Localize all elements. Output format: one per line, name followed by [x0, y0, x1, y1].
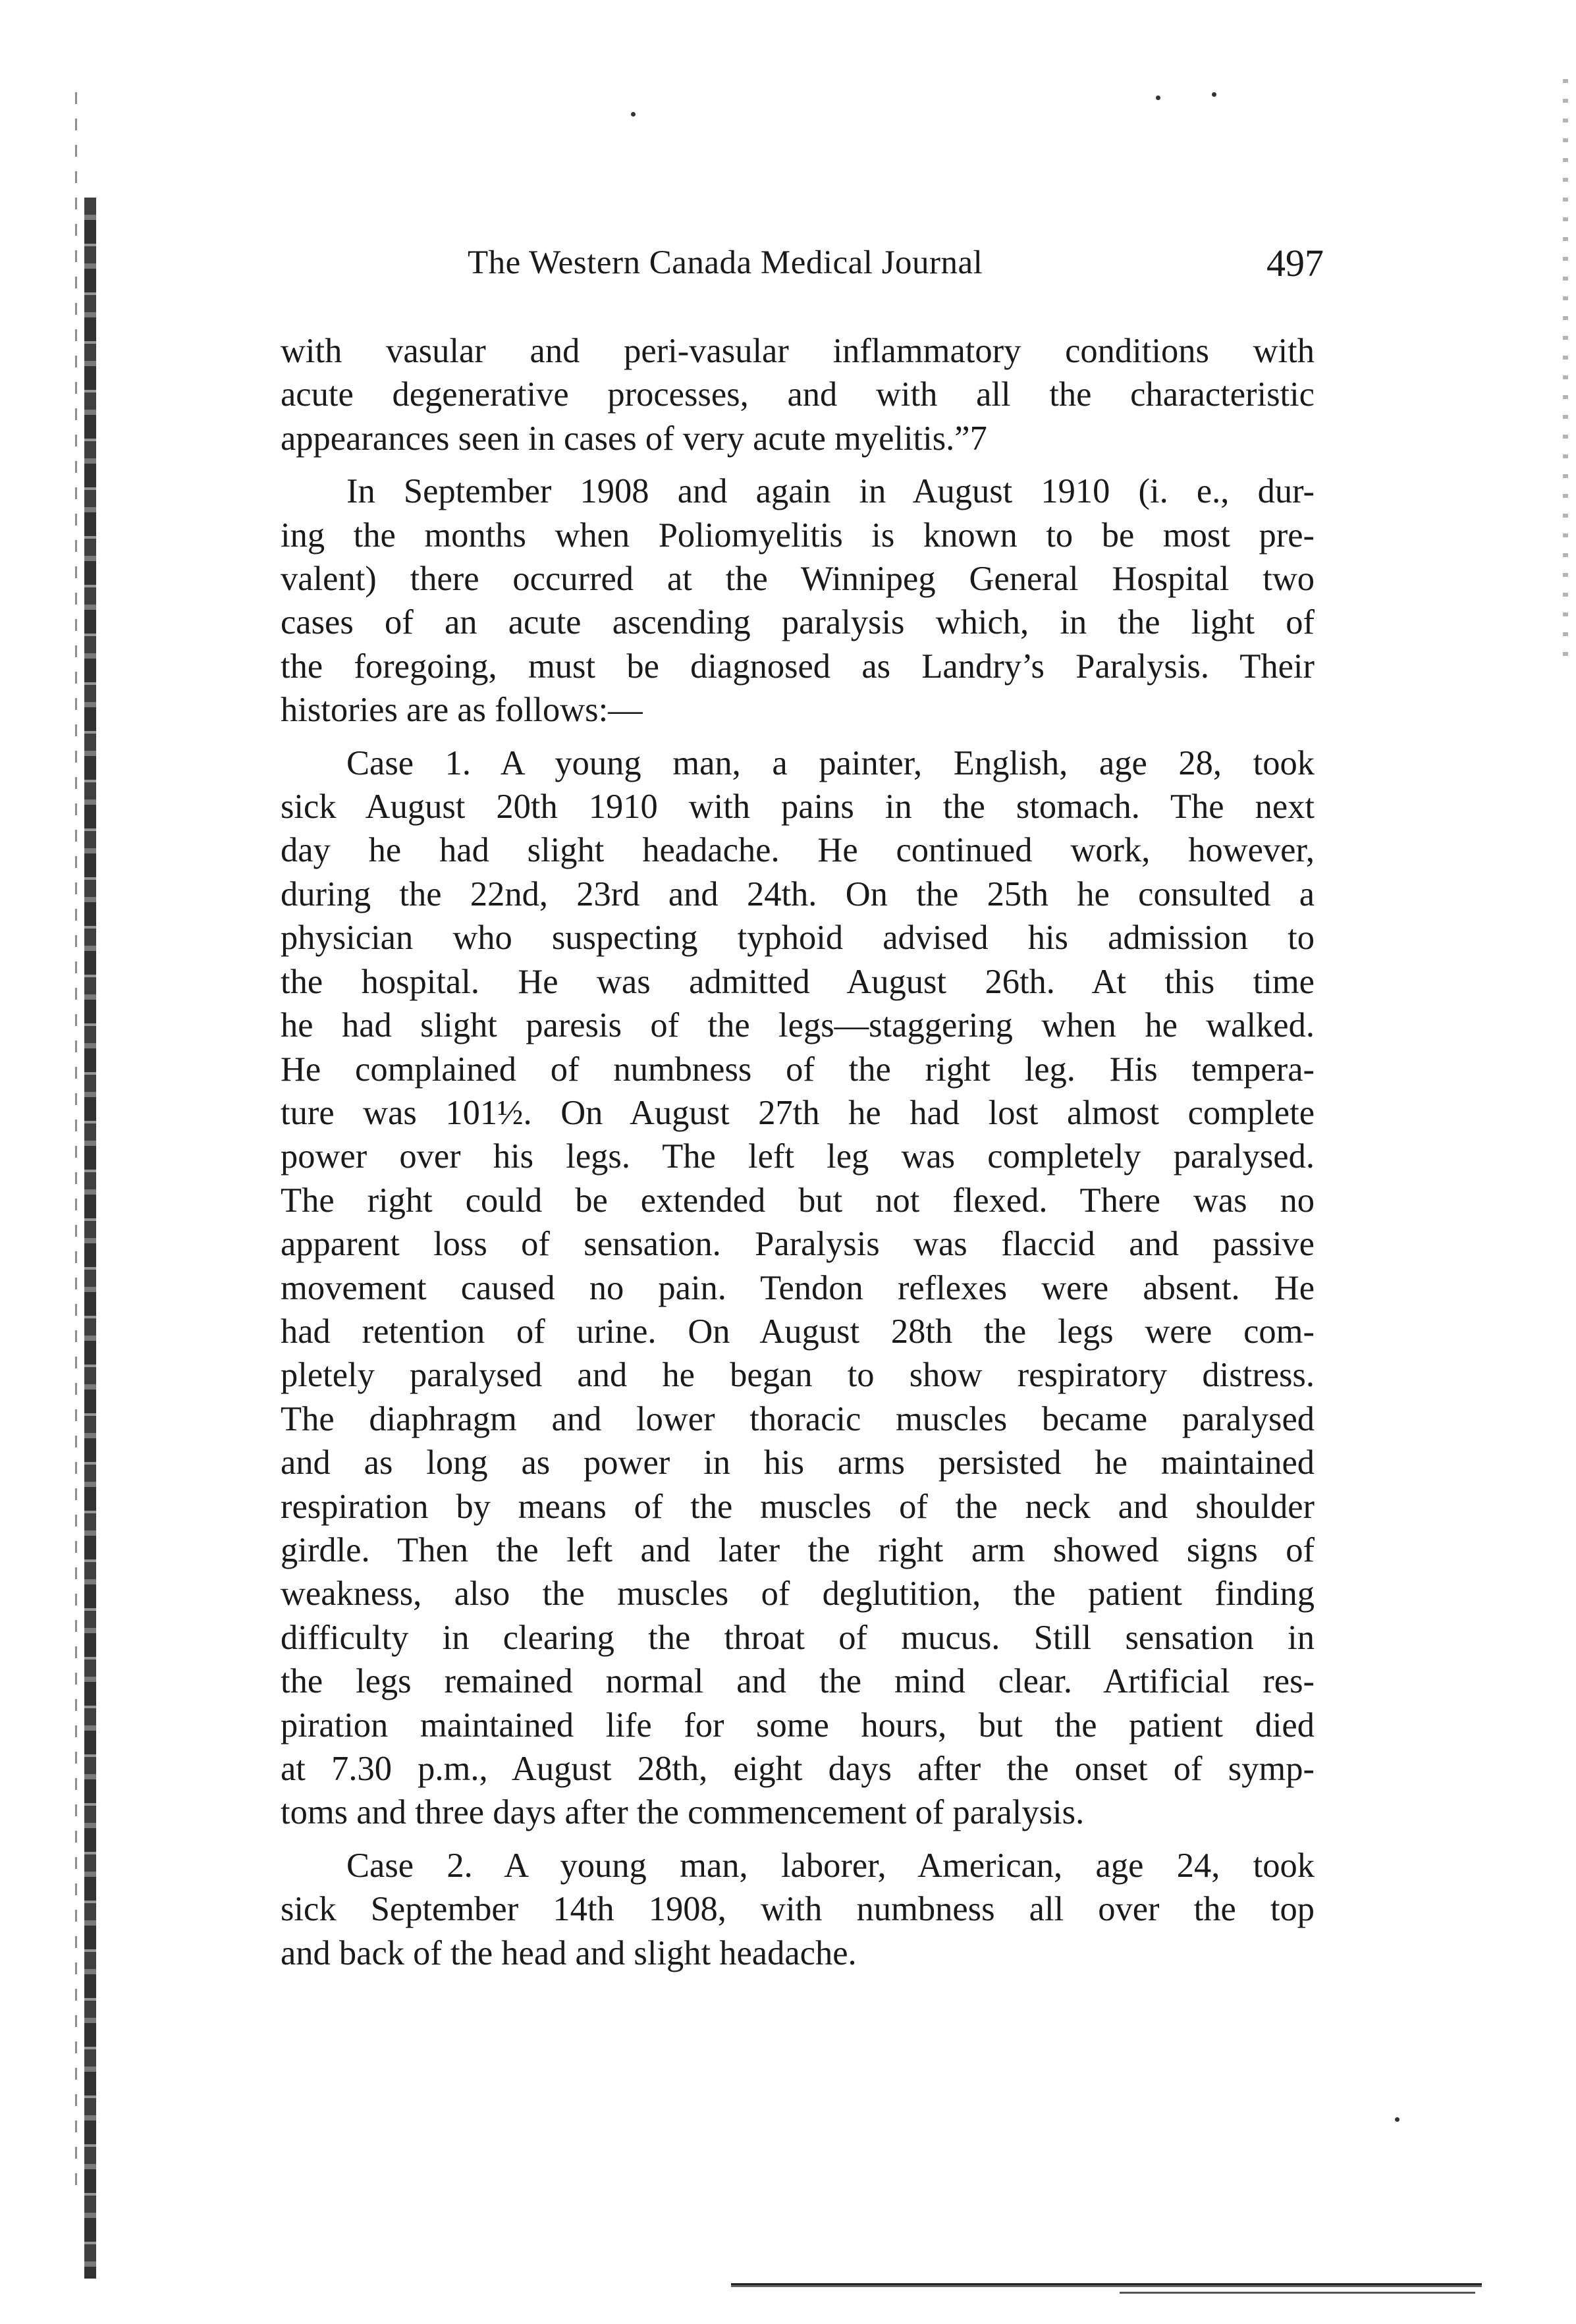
text-line: sick September 14th 1908, with numbness all over the top [281, 1890, 1315, 1929]
text-line: cases of an acute ascending paralysis which, in the light of [281, 603, 1315, 642]
paragraph-intro [281, 470, 1315, 732]
ink-speck [631, 112, 636, 117]
binding-edge-line [75, 92, 77, 2200]
paragraph-case-2 [281, 1844, 1315, 1975]
text-line: day he had slight headache. He continued work, however, [281, 831, 1315, 870]
text-line: ture was 101½. On August 27th he had lost almost complete [281, 1093, 1315, 1132]
text-line: weakness, also the muscles of deglutition, the patient finding [281, 1575, 1315, 1613]
text-line: and back of the head and slight headache. [281, 1933, 857, 1972]
text-line: girdle. Then the left and later the right arm showed signs of [281, 1530, 1315, 1569]
text-line: Case 2. A young man, laborer, American, age 24, took [346, 1846, 1315, 1885]
body-text [281, 329, 1315, 1975]
text-line: with vasular and peri-vasular inflammatory conditions with [281, 332, 1315, 370]
text-line: pletely paralysed and he began to show respiratory distress. [281, 1356, 1315, 1395]
text-line: The diaphragm and lower thoracic muscles became paralysed [281, 1399, 1315, 1438]
text-line: histories are as follows:— [281, 691, 643, 730]
bottom-rule [731, 2283, 1482, 2287]
text-line: sick August 20th 1910 with pains in the stomach. The next [281, 788, 1315, 826]
text-line: apparent loss of sensation. Paralysis was flaccid and passive [281, 1225, 1315, 1264]
ink-speck [1395, 2117, 1399, 2122]
text-line: and as long as power in his arms persisted he maintained [281, 1444, 1315, 1482]
text-line: he had slight paresis of the legs—staggering when he walked. [281, 1006, 1315, 1045]
text-line: power over his legs. The left leg was completely paralysed. [281, 1137, 1315, 1176]
ink-speck [1212, 92, 1216, 97]
page-number: 497 [1266, 242, 1324, 284]
text-line: during the 22nd, 23rd and 24th. On the 25th he consulted a [281, 875, 1315, 913]
text-line: physician who suspecting typhoid advised his admission to [281, 919, 1315, 958]
text-line: the foregoing, must be diagnosed as Landry’s Paralysis. Their [281, 647, 1315, 686]
bottom-rule-secondary [1120, 2292, 1475, 2294]
text-line: the legs remained normal and the mind clear. Artificial res- [281, 1662, 1315, 1701]
text-line: respiration by means of the muscles of the neck and shoulder [281, 1487, 1315, 1526]
paragraph-continuation [281, 329, 1315, 460]
ink-speck [1156, 95, 1160, 100]
text-line: had retention of urine. On August 28th the legs were com- [281, 1312, 1315, 1351]
text-line: piration maintained life for some hours, but the patient died [281, 1706, 1315, 1744]
paragraph-case-1 [281, 742, 1315, 1835]
text-line: ing the months when Poliomyelitis is known to be most pre- [281, 516, 1315, 554]
page-header [468, 244, 1324, 296]
text-line: appearances seen in cases of very acute myelitis.”7 [281, 419, 987, 458]
text-line: toms and three days after the commencement of paralysis. [281, 1793, 1085, 1832]
running-title: The Western Canada Medical Journal [468, 244, 983, 281]
text-line: difficulty in clearing the throat of mucus. Still sensation in [281, 1618, 1315, 1657]
text-line: Case 1. A young man, a painter, English, age 28, took [346, 743, 1315, 782]
right-edge-specks [1563, 79, 1568, 672]
text-line: acute degenerative processes, and with all the characteristic [281, 375, 1315, 414]
text-line: The right could be extended but not flexed. There was no [281, 1181, 1315, 1220]
text-line: He complained of numbness of the right leg. His tempera- [281, 1050, 1315, 1089]
text-line: In September 1908 and again in August 1910 (i. e., dur- [346, 472, 1315, 511]
text-line: movement caused no pain. Tendon reflexes were absent. He [281, 1268, 1315, 1307]
text-line: valent) there occurred at the Winnipeg General Hospital two [281, 560, 1315, 599]
text-line: the hospital. He was admitted August 26th. At this time [281, 962, 1315, 1001]
text-line: at 7.30 p.m., August 28th, eight days after the onset of symp- [281, 1750, 1315, 1788]
binding-edge-shadow [84, 198, 96, 2279]
